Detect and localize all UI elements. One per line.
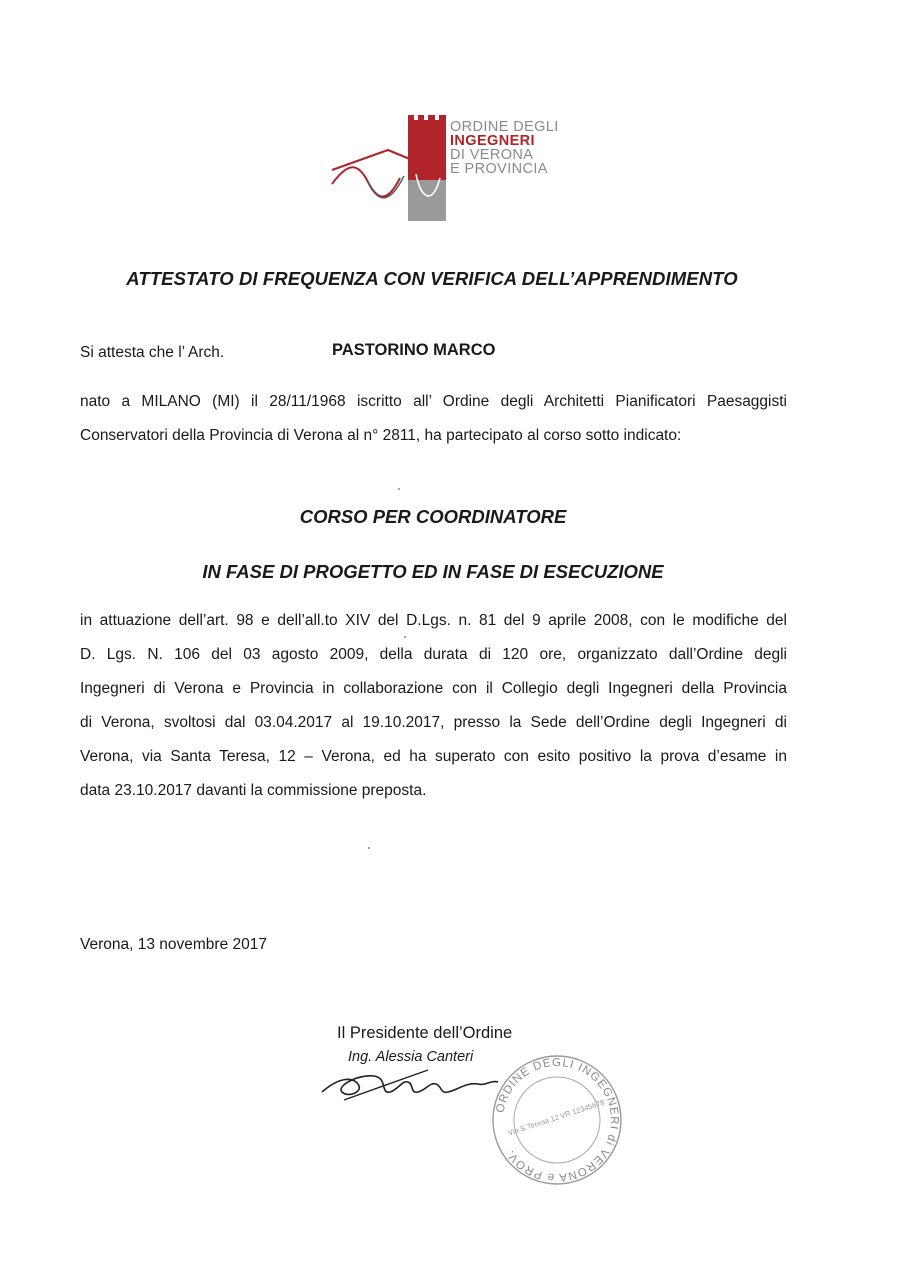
details-line-2: Conservatori della Provincia di Verona al n° 2811, ha partecipato al corso sotto indicato: [80, 427, 682, 444]
logo-line-1: ORDINE DEGLI [450, 119, 559, 135]
signer-name: Ing. Alessia Canteri [348, 1049, 474, 1065]
body-line-4: di Verona, svoltosi dal 03.04.2017 al 19.10.2017, presso la Sede dell’Ordine degli Ingegneri di [80, 714, 787, 731]
course-title-line-2: IN FASE DI PROGETTO ED IN FASE DI ESECUZIONE [202, 561, 664, 582]
recipient-name: PASTORINO MARCO [332, 341, 496, 359]
details-line-1: nato a MILANO (MI) il 28/11/1968 iscritto all’ Ordine degli Architetti Pianificatori Paesaggisti [80, 393, 787, 410]
body-line-6: data 23.10.2017 davanti la commissione preposta. [80, 782, 427, 799]
stamp-inner-text: Via S.Teresa 12 VR 12345678 [506, 1097, 606, 1138]
stamp-outer-text: ORDINE DEGLI INGEGNERI di VERONA e PROV. [494, 1056, 621, 1184]
logo-line-3: DI VERONA [450, 147, 534, 163]
body-line-1: in attuazione dell’art. 98 e dell’all.to XIV del D.Lgs. n. 81 del 9 aprile 2008, con le modifiche del [80, 612, 787, 629]
logo-line-4: E PROVINCIA [450, 161, 548, 177]
body-line-5: Verona, via Santa Teresa, 12 – Verona, ed ha superato con esito positivo la prova d’esame in [80, 748, 787, 765]
signer-role: Il Presidente dell’Ordine [337, 1024, 513, 1042]
place-date: Verona, 13 novembre 2017 [80, 936, 267, 953]
scan-speck [368, 847, 370, 849]
body-line-3: Ingegneri di Verona e Provincia in collaborazione con il Collegio degli Ingegneri della Provincia [80, 680, 787, 697]
course-title-line-1: CORSO PER COORDINATORE [299, 506, 567, 527]
intro-prefix: Si attesta che l’ Arch. [80, 344, 225, 361]
scan-speck [398, 488, 400, 490]
logo-line-2: INGEGNERI [450, 133, 535, 149]
certificate-title: ATTESTATO DI FREQUENZA CON VERIFICA DELL’APPRENDIMENTO [126, 268, 738, 289]
logo-wordmark [450, 120, 559, 176]
official-stamp [486, 1054, 628, 1186]
body-line-2: D. Lgs. N. 106 del 03 agosto 2009, della durata di 120 ore, organizzato dall’Ordine degli [80, 646, 787, 663]
scan-speck [404, 636, 406, 638]
